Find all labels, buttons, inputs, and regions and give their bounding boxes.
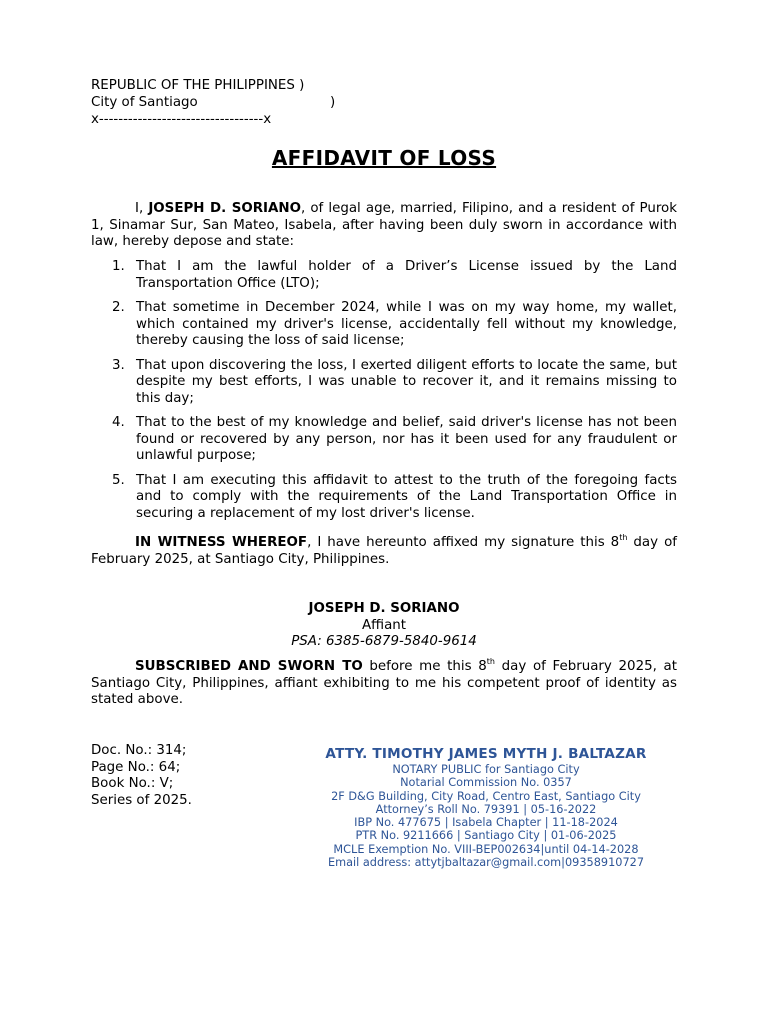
list-item-text: That I am executing this affidavit to attest to the truth of the foregoing facts and to comply with the requirements of the Land Transportation Office in securing a replacement of my lost driver's license. (136, 472, 677, 521)
witness-paragraph (91, 535, 677, 568)
jurat-ordinal: th (486, 657, 495, 666)
notary-roll-number: Attorney’s Roll No. 79391 | 05-16-2022 (375, 802, 597, 816)
notary-ibp-number: IBP No. 477675 | Isabela Chapter | 11-18-2024 (354, 816, 618, 830)
affiant-role: Affiant (361, 617, 407, 633)
venue-republic-text: REPUBLIC OF THE PHILIPPINES (91, 78, 295, 93)
venue-block (91, 78, 351, 129)
venue-line-separator: x----------------------------------x (91, 112, 272, 127)
notary-address: 2F D&G Building, City Road, Centro East, Santiago City (331, 789, 641, 803)
list-item-text: That to the best of my knowledge and belief, said driver's license has not been found or recovered by any person, nor has it been used for any fraudulent or unlawful purpose; (136, 415, 677, 463)
statement-list (91, 259, 677, 530)
list-item (91, 259, 677, 292)
list-item-text: That upon discovering the loss, I exerted diligent efforts to locate the same, but despite my best efforts, I was unable to recover it, and it remains missing to this day; (136, 357, 677, 406)
jurat-text-1: before me this 8 (362, 659, 487, 674)
notary-email-phone: Email address: attytjbaltazar@gmail.com|09358910727 (327, 856, 645, 870)
list-item-number: 5. (112, 472, 125, 488)
venue-paren-2: ) (330, 95, 336, 110)
notary-commission-line: NOTARY PUBLIC for Santiago City (392, 763, 580, 776)
affiant-signature-block (230, 601, 538, 651)
doc-number: Doc. No.: 314; (91, 743, 187, 758)
witness-text-2: day of February 2025, at Santiago City, Philippines. (91, 535, 677, 567)
jurat-text-2: day of February 2025, at Santiago City, Philippines, affiant exhibiting to me his competent proof of identity as stated above. (91, 659, 677, 707)
series-year: Series of 2025. (91, 792, 192, 808)
list-item-number: 2. (112, 300, 125, 315)
list-item-number: 4. (112, 415, 125, 430)
venue-line-republic (91, 78, 351, 95)
intro-affiant-name: JOSEPH D. SORIANO (148, 201, 301, 216)
intro-pre: I, (135, 201, 149, 216)
page-number: Page No.: 64; (91, 759, 181, 775)
intro-post: , of legal age, married, Filipino, and a resident of Purok 1, Sinamar Sur, San Mateo, Isabela, after having been duly sworn in accordance with law, hereby depose and state: (91, 201, 677, 249)
list-item (91, 473, 677, 523)
witness-ordinal: th (619, 533, 628, 542)
notary-name: ATTY. TIMOTHY JAMES MYTH J. BALTAZAR (325, 746, 647, 762)
venue-line-city (91, 95, 351, 112)
jurat-paragraph (91, 659, 677, 709)
venue-paren-1: ) (299, 78, 305, 93)
list-item-text: That sometime in December 2024, while I was on my way home, my wallet, which contained my driver's license, accidentally fell without my knowledge, thereby causing the loss of said license; (136, 300, 677, 348)
list-item (91, 415, 677, 465)
book-number: Book No.: V; (91, 776, 174, 791)
document-title: AFFIDAVIT OF LOSS (271, 146, 497, 170)
notary-commission-number: Notarial Commission No. 0357 (400, 776, 572, 790)
notary-ptr-number: PTR No. 9211666 | Santiago City | 01-06-2025 (355, 829, 617, 843)
list-item (91, 300, 677, 350)
list-item (91, 358, 677, 408)
jurat-heading: SUBSCRIBED AND SWORN TO (135, 659, 363, 674)
witness-heading: IN WITNESS WHEREOF (135, 535, 308, 550)
list-item-number: 1. (112, 259, 125, 274)
intro-paragraph (91, 201, 677, 251)
notarial-register-info (91, 743, 271, 809)
list-item-text: That I am the lawful holder of a Driver’s License issued by the Land Transportation Office (LTO); (136, 259, 677, 291)
list-item-number: 3. (112, 357, 125, 373)
witness-text-1: , I have hereunto affixed my signature this 8 (307, 535, 620, 550)
notary-block (286, 746, 686, 869)
affiant-name: JOSEPH D. SORIANO (308, 601, 460, 616)
venue-city-text: City of Santiago (91, 95, 198, 110)
notary-mcle-exemption: MCLE Exemption No. VIII-BEP002634|until 04-14-2028 (333, 842, 639, 856)
affiant-psa: PSA: 6385-6879-5840-9614 (291, 634, 477, 649)
